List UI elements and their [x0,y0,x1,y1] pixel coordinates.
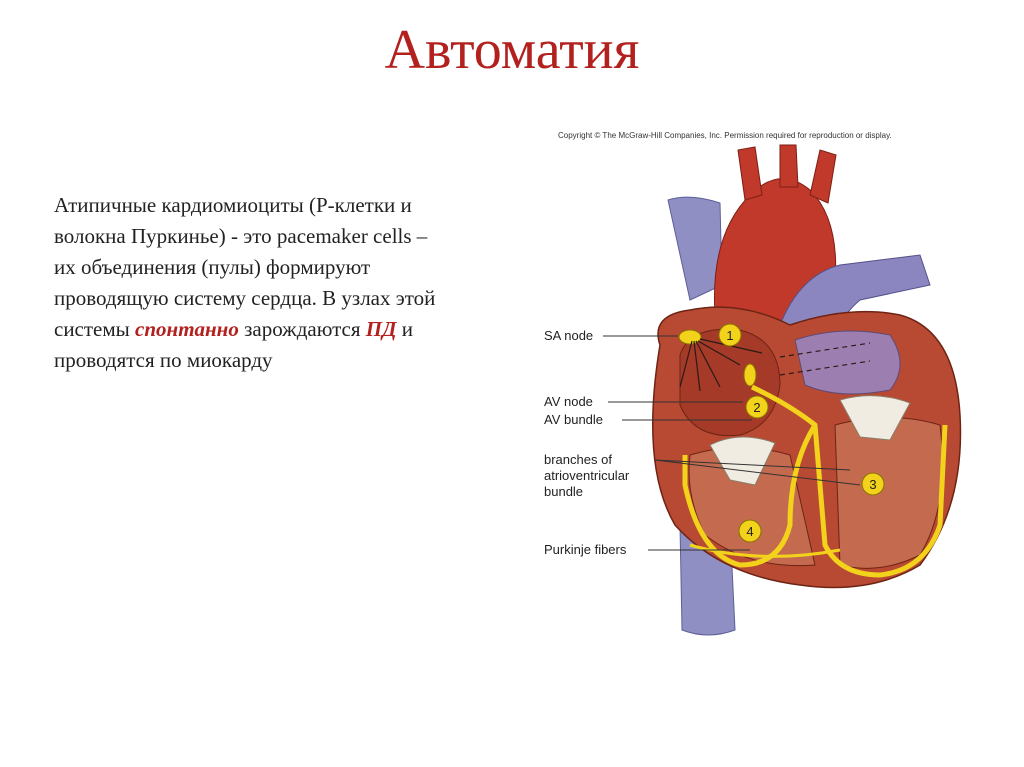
marker-1-text: 1 [726,328,734,343]
paragraph-text-1: Атипичные кардиомиоциты (P-клетки и волокна Пуркинье) - это pacemaker cells – их объединения (пулы) формируют проводящую систему сердца. В узлах этой системы [54,193,436,341]
label-branches-line-3: bundle [544,484,584,499]
paragraph-text-2: зарождаются [238,317,366,341]
heart-illustration [540,125,980,645]
body-paragraph [54,190,444,376]
marker-2-text: 2 [753,400,761,415]
marker-4 [739,520,761,542]
label-av-bundle: AV bundle [544,412,604,427]
label-sa-node: SA node [544,328,594,343]
paragraph-emphasis-ap: ПД [365,317,397,341]
copyright-notice: Copyright © The McGraw-Hill Companies, Inc. Permission required for reproduction or display. [558,131,892,140]
label-branches-line-2: atrioventricular [544,468,630,483]
slide-title: Автоматия [384,19,640,81]
marker-3-text: 3 [869,477,877,492]
paragraph-emphasis-spontaneous: спонтанно [135,317,239,341]
label-av-node: AV node [544,394,593,409]
aortic-branch-2 [780,145,798,187]
av-node-shape [744,364,756,386]
paragraph-text-3: и проводятся по миокарду [54,317,413,372]
aortic-branch-1 [738,147,762,200]
left-atrium [795,331,900,394]
vena-cava [668,197,722,300]
heart-conduction-figure [540,125,980,645]
aortic-branch-3 [810,150,836,203]
marker-2 [746,396,768,418]
marker-1 [719,324,741,346]
marker-3 [862,473,884,495]
label-branches-line-1: branches of [544,452,612,467]
label-purkinje-fibers: Purkinje fibers [544,542,627,557]
marker-4-text: 4 [746,524,754,539]
sa-node-shape [679,330,701,344]
